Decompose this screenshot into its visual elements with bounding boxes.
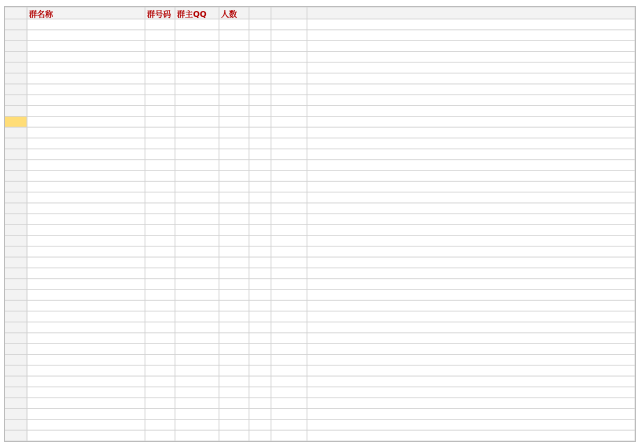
column-header[interactable]: 人数 [221, 10, 237, 19]
column-header[interactable]: 群主QQ [177, 10, 207, 19]
column-header[interactable]: 群名称 [29, 10, 53, 19]
column-header[interactable]: 群号码 [147, 10, 171, 19]
spreadsheet[interactable] [4, 6, 636, 442]
spreadsheet-grid [5, 7, 635, 441]
header-row-bg [5, 7, 635, 19]
selected-row-number-highlight [5, 116, 27, 127]
